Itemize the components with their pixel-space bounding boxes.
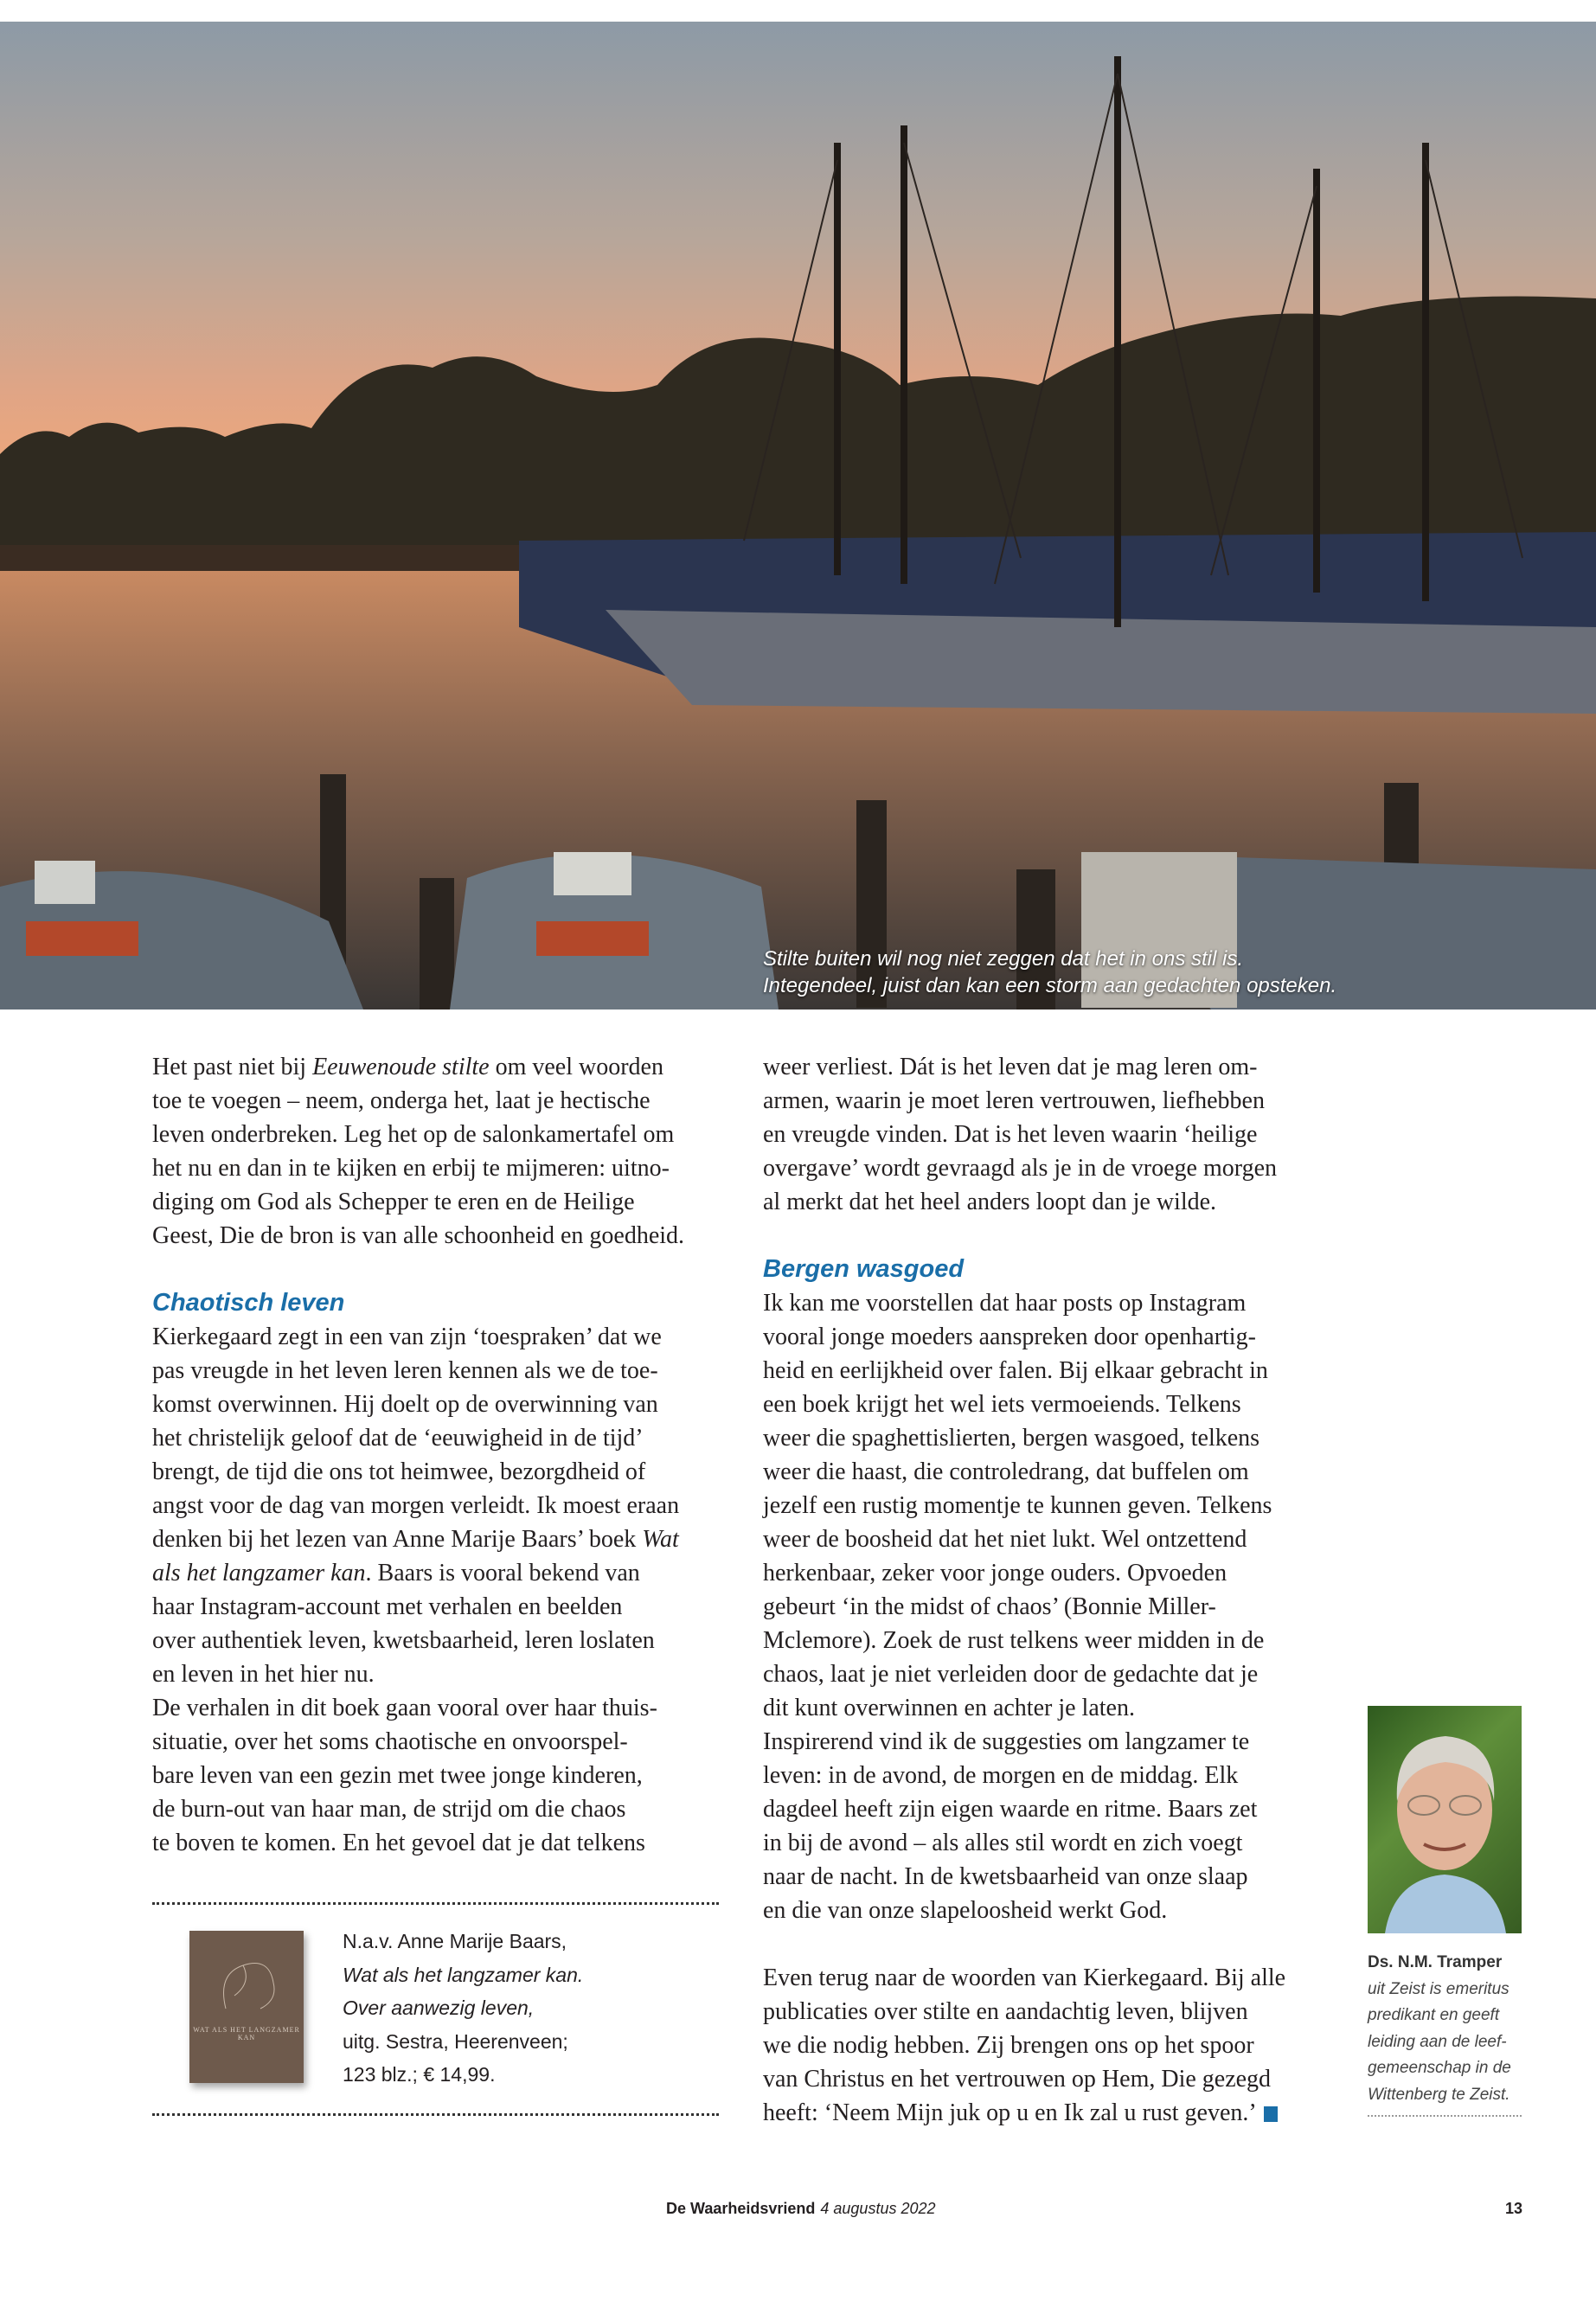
book-info-line: Over aanwezig leven, — [343, 1997, 535, 2019]
paragraph-gap — [763, 1927, 1285, 1961]
text-line: naar de nacht. In de kwetsbaarheid van onze slaap — [763, 1863, 1248, 1890]
bio-line: gemeenschap in de — [1368, 2059, 1511, 2077]
caption-line: Stilte buiten wil nog niet zeggen dat het in ons stil is. — [763, 947, 1243, 971]
text-line: te boven te komen. En het gevoel dat je dat telkens — [152, 1830, 645, 1856]
paragraph-gap — [763, 1219, 1285, 1253]
text-line: weer de boosheid dat het niet lukt. Wel ontzettend — [763, 1526, 1247, 1553]
italic-title: Eeuwenoude stilte — [312, 1054, 490, 1080]
text-line: Kierkegaard zegt in een van zijn ‘toespraken’ dat we — [152, 1324, 662, 1350]
text-line: dit kunt overwinnen en achter je laten. — [763, 1695, 1135, 1721]
book-info — [343, 1925, 583, 2092]
text-line: situatie, over het soms chaotische en onvoorspel- — [152, 1728, 628, 1755]
text-segment: om veel woorden — [489, 1054, 663, 1080]
book-info-line: N.a.v. Anne Marije Baars, — [343, 1930, 567, 1952]
text-line: diging om God als Schepper te eren en de Heilige — [152, 1189, 635, 1215]
divider — [152, 1902, 719, 1905]
text-line: Mclemore). Zoek de rust telkens weer midden in de — [763, 1627, 1265, 1654]
end-mark-icon — [1264, 2106, 1278, 2122]
text-line: heid en eerlijkheid over falen. Bij elkaar gebracht in — [763, 1357, 1268, 1384]
italic-title: Wat — [642, 1526, 679, 1553]
text-line: toe te voegen – neem, onderga het, laat je hectische — [152, 1087, 651, 1114]
text-line: over authentiek leven, kwetsbaarheid, leren loslaten — [152, 1627, 655, 1654]
text-line: de burn-out van haar man, de strijd om die chaos — [152, 1796, 626, 1823]
text-line: al merkt dat het heel anders loopt dan je wilde. — [763, 1189, 1217, 1215]
italic-title: als het langzamer kan — [152, 1560, 366, 1586]
cover-title: WAT ALS HET LANGZAMER KAN — [193, 2026, 300, 2041]
book-cover — [189, 1931, 304, 2083]
magazine-name: De Waarheidsvriend — [666, 2200, 816, 2217]
text-line: De verhalen in dit boek gaan vooral over haar thuis- — [152, 1695, 657, 1721]
text-segment: Het past niet bij — [152, 1054, 313, 1080]
text-line: het christelijk geloof dat de ‘eeuwigheid in de tijd’ — [152, 1425, 644, 1452]
text-line: pas vreugde in het leven leren kennen als we de toe- — [152, 1357, 658, 1384]
text-line: weer die spaghettislierten, bergen wasgoed, telkens — [763, 1425, 1260, 1452]
text-line: angst voor de dag van morgen verleidt. Ik moest eraan — [152, 1492, 680, 1519]
text-line: Ik kan me voorstellen dat haar posts op Instagram — [763, 1290, 1247, 1317]
text-segment: denken bij het lezen van Anne Marije Baars’ boek — [152, 1526, 643, 1553]
text-line: weer die haast, die controledrang, dat buffelen om — [763, 1458, 1249, 1485]
text-line: leven: in de avond, de morgen en de middag. Elk — [763, 1762, 1239, 1789]
text-line: in bij de avond – als alles stil wordt en zich voegt — [763, 1830, 1243, 1856]
author-name: Ds. N.M. Tramper — [1368, 1953, 1503, 1971]
text-line: brengt, de tijd die ons tot heimwee, bezorgdheid of — [152, 1458, 646, 1485]
bio-line: Wittenberg te Zeist. — [1368, 2085, 1510, 2104]
book-info-line: Wat als het langzamer kan. — [343, 1963, 584, 1986]
text-line: Inspirerend vind ik de suggesties om langzamer te — [763, 1728, 1250, 1755]
text-line: overgave’ wordt gevraagd als je in de vroege morgen — [763, 1155, 1278, 1182]
text-line: van Christus en het vertrouwen op Hem, Die gezegd — [763, 2066, 1272, 2093]
book-info-line: 123 blz.; € 14,99. — [343, 2063, 496, 2086]
caption-line: Integendeel, juist dan kan een storm aan gedachten opsteken. — [763, 974, 1337, 997]
text-line: we die nodig hebben. Zij brengen ons op het spoor — [763, 2032, 1254, 2059]
text-line — [152, 1522, 684, 1556]
text-line: het nu en dan in te kijken en erbij te mijmeren: uitno- — [152, 1155, 670, 1182]
section-heading: Chaotisch leven — [152, 1289, 345, 1317]
text-line: en die van onze slapeloosheid werkt God. — [763, 1897, 1168, 1924]
text-segment: . Baars is vooral bekend van — [365, 1560, 640, 1586]
text-line: een boek krijgt het wel iets vermoeiends. Telkens — [763, 1391, 1241, 1418]
text-line: gebeurt ‘in the midst of chaos’ (Bonnie Miller- — [763, 1593, 1216, 1620]
author-photo — [1368, 1706, 1522, 1933]
text-line: vooral jonge moeders aanspreken door openhartig- — [763, 1324, 1256, 1350]
text-line: heeft: ‘Neem Mijn juk op u en Ik zal u rust geven.’ — [763, 2096, 1285, 2130]
book-info-line: uitg. Sestra, Heerenveen; — [343, 2029, 568, 2053]
text-line: armen, waarin je moet leren vertrouwen, liefhebben — [763, 1087, 1265, 1114]
bio-line: leiding aan de leef- — [1368, 2032, 1507, 2051]
text-line: en vreugde vinden. Dat is het leven waarin ‘heilige — [763, 1121, 1258, 1148]
article-column-left — [152, 1050, 684, 1860]
cover-illustration — [208, 1948, 285, 2017]
text-line — [152, 1556, 684, 1590]
text-line: bare leven van een gezin met twee jonge kinderen, — [152, 1762, 643, 1789]
section-heading: Bergen wasgoed — [763, 1255, 965, 1283]
harbor-sunrise-photo — [0, 22, 1596, 1009]
issue-date: 4 augustus 2022 — [820, 2200, 936, 2217]
text-line: leven onderbreken. Leg het op de salonkamertafel om — [152, 1121, 675, 1148]
text-line: en leven in het hier nu. — [152, 1661, 375, 1688]
bio-line: predikant en geeft — [1368, 2006, 1500, 2024]
footer-magazine — [666, 2200, 936, 2218]
text-line: komst overwinnen. Hij doelt op de overwinning van — [152, 1391, 658, 1418]
text-line: jezelf een rustig momentje te kunnen geven. Telkens — [763, 1492, 1272, 1519]
text-line — [152, 1050, 684, 1084]
author-bio — [1368, 1950, 1522, 2117]
text-line: Geest, Die de bron is van alle schoonheid en goedheid. — [152, 1222, 685, 1249]
text-line: dagdeel heeft zijn eigen waarde en ritme. Baars zet — [763, 1796, 1258, 1823]
article-column-right — [763, 1050, 1285, 2130]
text-line: Even terug naar de woorden van Kierkegaard. Bij alle — [763, 1965, 1286, 1991]
text-line: herkenbaar, zeker voor jonge ouders. Opvoeden — [763, 1560, 1227, 1586]
text-line: weer verliest. Dát is het leven dat je mag leren om- — [763, 1054, 1258, 1080]
bio-line: uit Zeist is emeritus — [1368, 1979, 1509, 1998]
text-line: publicaties over stilte en aandachtig leven, blijven — [763, 1998, 1248, 2025]
text-line: chaos, laat je niet verleiden door de gedachte dat je — [763, 1661, 1259, 1688]
paragraph-gap — [152, 1253, 684, 1286]
photo-caption — [763, 945, 1336, 999]
divider — [152, 2113, 719, 2116]
page-number: 13 — [1505, 2200, 1523, 2217]
text-line: haar Instagram-account met verhalen en beelden — [152, 1593, 623, 1620]
